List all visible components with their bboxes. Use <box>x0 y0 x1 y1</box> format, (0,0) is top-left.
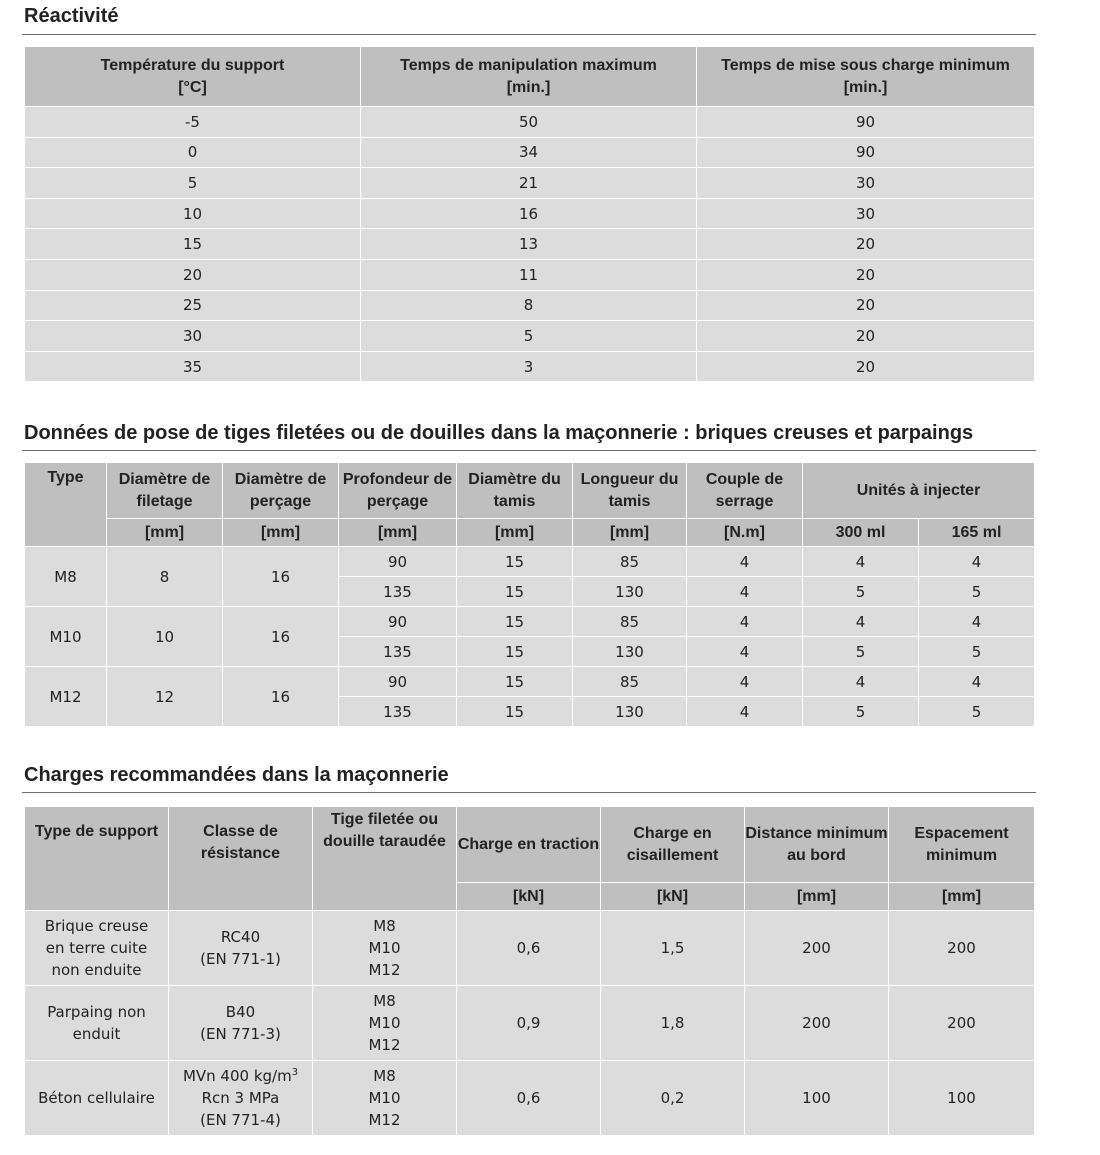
loads-rod-item: M8 <box>373 1067 396 1085</box>
installation-row <box>25 547 1035 577</box>
loads-spacing-cell: 200 <box>889 911 1035 986</box>
installation-cell: 135 <box>339 697 457 727</box>
installation-cell: 15 <box>457 577 573 607</box>
loads-rods-cell <box>313 911 457 986</box>
reactivity-cell: 3 <box>361 351 697 382</box>
installation-cell: 5 <box>919 577 1035 607</box>
reactivity-cell: 16 <box>361 198 697 229</box>
loads-rods-cell <box>313 1061 457 1136</box>
loads-rod-item: M12 <box>368 1036 401 1054</box>
installation-header-drill-depth: Profondeur de perçage <box>339 463 457 519</box>
installation-unit: [mm] <box>339 519 457 547</box>
reactivity-cell: 5 <box>361 321 697 352</box>
installation-cell: 15 <box>457 547 573 577</box>
loads-spacing-cell: 100 <box>889 1061 1035 1136</box>
loads-header-rod: Tige filetée ou douille taraudée <box>313 807 457 911</box>
installation-unit: [mm] <box>457 519 573 547</box>
loads-rule <box>22 792 1036 793</box>
loads-header-shear: Charge en cisaillement <box>601 807 745 883</box>
installation-cell: 4 <box>687 667 803 697</box>
loads-unit: [mm] <box>889 883 1035 911</box>
reactivity-row <box>25 229 1035 260</box>
installation-cell: 5 <box>803 637 919 667</box>
loads-class-line: (EN 771-4) <box>200 1111 281 1129</box>
reactivity-header-load-time: Temps de mise sous charge minimum [min.] <box>697 47 1035 107</box>
installation-unit: [mm] <box>573 519 687 547</box>
loads-class-cell <box>169 986 313 1061</box>
installation-cell: 4 <box>919 667 1035 697</box>
reactivity-cell: 13 <box>361 229 697 260</box>
loads-class-line <box>169 926 312 948</box>
reactivity-cell: 8 <box>361 290 697 321</box>
reactivity-row <box>25 168 1035 199</box>
installation-cell: 4 <box>687 607 803 637</box>
loads-spacing-cell: 200 <box>889 986 1035 1061</box>
loads-table <box>24 806 1035 1136</box>
loads-rod-item: M12 <box>368 961 401 979</box>
installation-unit: 300 ml <box>803 519 919 547</box>
reactivity-cell: -5 <box>25 107 361 138</box>
loads-shear-cell: 0,2 <box>601 1061 745 1136</box>
installation-cell: 130 <box>573 577 687 607</box>
installation-cell: 5 <box>803 697 919 727</box>
loads-unit: [kN] <box>457 883 601 911</box>
installation-header-thread-diameter: Diamètre de filetage <box>107 463 223 519</box>
installation-cell: 5 <box>803 577 919 607</box>
installation-cell: 85 <box>573 547 687 577</box>
installation-cell: 5 <box>919 697 1035 727</box>
reactivity-header-temperature: Température du support [°C] <box>25 47 361 107</box>
loads-row <box>25 911 1035 986</box>
installation-cell: 135 <box>339 577 457 607</box>
reactivity-cell: 5 <box>25 168 361 199</box>
reactivity-row <box>25 351 1035 382</box>
loads-class-line-text: RC40 <box>220 928 261 946</box>
reactivity-cell: 20 <box>697 321 1035 352</box>
reactivity-table <box>24 46 1035 382</box>
installation-cell: 85 <box>573 607 687 637</box>
installation-cell: 4 <box>803 667 919 697</box>
installation-table <box>24 462 1035 727</box>
reactivity-cell: 11 <box>361 259 697 290</box>
loads-rod-item: M8 <box>373 992 396 1010</box>
installation-cell: 90 <box>339 607 457 637</box>
reactivity-row <box>25 107 1035 138</box>
reactivity-header-row <box>25 47 1035 107</box>
loads-unit: [kN] <box>601 883 745 911</box>
installation-cell: 5 <box>919 637 1035 667</box>
reactivity-header-handling-time: Temps de manipulation maximum [min.] <box>361 47 697 107</box>
reactivity-cell: 90 <box>697 137 1035 168</box>
installation-cell: 4 <box>803 607 919 637</box>
loads-rod-item: M10 <box>368 939 401 957</box>
installation-drill-cell: 16 <box>223 607 339 667</box>
installation-rule <box>22 450 1036 451</box>
loads-rod-item: M10 <box>368 1014 401 1032</box>
loads-class-superscript: 3 <box>291 1067 299 1078</box>
loads-class-line-text: MVn 400 kg/m <box>182 1067 292 1085</box>
loads-class-line: Rcn 3 MPa <box>201 1089 280 1107</box>
reactivity-title: Réactivité <box>24 5 119 27</box>
installation-drill-cell: 16 <box>223 547 339 607</box>
installation-units-row <box>25 519 1035 547</box>
installation-drill-cell: 16 <box>223 667 339 727</box>
installation-header-type: Type <box>25 463 107 547</box>
loads-row <box>25 1061 1035 1136</box>
reactivity-cell: 20 <box>697 229 1035 260</box>
loads-class-line-text: B40 <box>225 1003 256 1021</box>
reactivity-cell: 20 <box>697 351 1035 382</box>
reactivity-row <box>25 137 1035 168</box>
loads-edge-cell: 200 <box>745 986 889 1061</box>
installation-cell: 130 <box>573 697 687 727</box>
installation-cell: 15 <box>457 607 573 637</box>
reactivity-row <box>25 198 1035 229</box>
installation-cell: 4 <box>687 637 803 667</box>
installation-cell: 15 <box>457 697 573 727</box>
loads-class-line: (EN 771-1) <box>200 950 281 968</box>
loads-shear-cell: 1,5 <box>601 911 745 986</box>
installation-cell: 4 <box>803 547 919 577</box>
loads-support-cell: Brique creuse en terre cuite non enduite <box>25 911 169 986</box>
loads-tension-cell: 0,9 <box>457 986 601 1061</box>
reactivity-cell: 50 <box>361 107 697 138</box>
installation-unit: [N.m] <box>687 519 803 547</box>
installation-type-cell: M12 <box>25 667 107 727</box>
reactivity-cell: 20 <box>697 259 1035 290</box>
installation-cell: 85 <box>573 667 687 697</box>
reactivity-cell: 10 <box>25 198 361 229</box>
reactivity-cell: 30 <box>697 198 1035 229</box>
installation-type-cell: M10 <box>25 607 107 667</box>
reactivity-cell: 30 <box>25 321 361 352</box>
installation-thread-cell: 10 <box>107 607 223 667</box>
loads-tension-cell: 0,6 <box>457 911 601 986</box>
reactivity-row <box>25 259 1035 290</box>
reactivity-cell: 20 <box>697 290 1035 321</box>
loads-header-resistance-class: Classe de résistance <box>169 807 313 911</box>
installation-cell: 4 <box>919 547 1035 577</box>
installation-cell: 4 <box>687 547 803 577</box>
loads-support-cell: Béton cellulaire <box>25 1061 169 1136</box>
loads-tension-cell: 0,6 <box>457 1061 601 1136</box>
loads-header-tension: Charge en traction <box>457 807 601 883</box>
reactivity-row <box>25 290 1035 321</box>
installation-cell: 4 <box>687 577 803 607</box>
loads-rod-item: M12 <box>368 1111 401 1129</box>
installation-cell: 4 <box>687 697 803 727</box>
installation-cell: 15 <box>457 637 573 667</box>
reactivity-cell: 15 <box>25 229 361 260</box>
reactivity-cell: 21 <box>361 168 697 199</box>
installation-cell: 90 <box>339 667 457 697</box>
installation-unit: [mm] <box>223 519 339 547</box>
loads-rod-item: M10 <box>368 1089 401 1107</box>
installation-header-torque: Couple de serrage <box>687 463 803 519</box>
loads-class-cell <box>169 1061 313 1136</box>
installation-type-cell: M8 <box>25 547 107 607</box>
installation-row <box>25 607 1035 637</box>
installation-cell: 4 <box>919 607 1035 637</box>
installation-thread-cell: 12 <box>107 667 223 727</box>
installation-header-sieve-diameter: Diamètre du tamis <box>457 463 573 519</box>
installation-row <box>25 667 1035 697</box>
installation-cell: 135 <box>339 637 457 667</box>
loads-edge-cell: 100 <box>745 1061 889 1136</box>
loads-edge-cell: 200 <box>745 911 889 986</box>
loads-rod-item: M8 <box>373 917 396 935</box>
loads-support-cell: Parpaing non enduit <box>25 986 169 1061</box>
loads-header-spacing: Espacement minimum <box>889 807 1035 883</box>
reactivity-cell: 30 <box>697 168 1035 199</box>
loads-class-line: (EN 771-3) <box>200 1025 281 1043</box>
installation-header-sieve-length: Longueur du tamis <box>573 463 687 519</box>
installation-thread-cell: 8 <box>107 547 223 607</box>
loads-rods-cell <box>313 986 457 1061</box>
loads-class-line <box>169 1001 312 1023</box>
reactivity-cell: 35 <box>25 351 361 382</box>
loads-header-edge-distance: Distance minimum au bord <box>745 807 889 883</box>
loads-shear-cell: 1,8 <box>601 986 745 1061</box>
installation-unit: [mm] <box>107 519 223 547</box>
loads-class-line <box>169 1065 312 1087</box>
loads-unit: [mm] <box>745 883 889 911</box>
installation-title: Données de pose de tiges filetées ou de douilles dans la maçonnerie : briques creuses et parpaings <box>24 422 974 444</box>
installation-unit: 165 ml <box>919 519 1035 547</box>
reactivity-cell: 34 <box>361 137 697 168</box>
installation-cell: 130 <box>573 637 687 667</box>
loads-title: Charges recommandées dans la maçonnerie <box>24 764 449 786</box>
loads-class-cell <box>169 911 313 986</box>
installation-cell: 90 <box>339 547 457 577</box>
installation-header-units: Unités à injecter <box>803 463 1035 519</box>
reactivity-cell: 25 <box>25 290 361 321</box>
loads-row <box>25 986 1035 1061</box>
loads-header-support-type: Type de support <box>25 807 169 911</box>
installation-cell: 15 <box>457 667 573 697</box>
reactivity-cell: 20 <box>25 259 361 290</box>
reactivity-cell: 90 <box>697 107 1035 138</box>
reactivity-cell: 0 <box>25 137 361 168</box>
installation-header-drill-diameter: Diamètre de perçage <box>223 463 339 519</box>
reactivity-rule <box>22 34 1036 35</box>
reactivity-row <box>25 321 1035 352</box>
